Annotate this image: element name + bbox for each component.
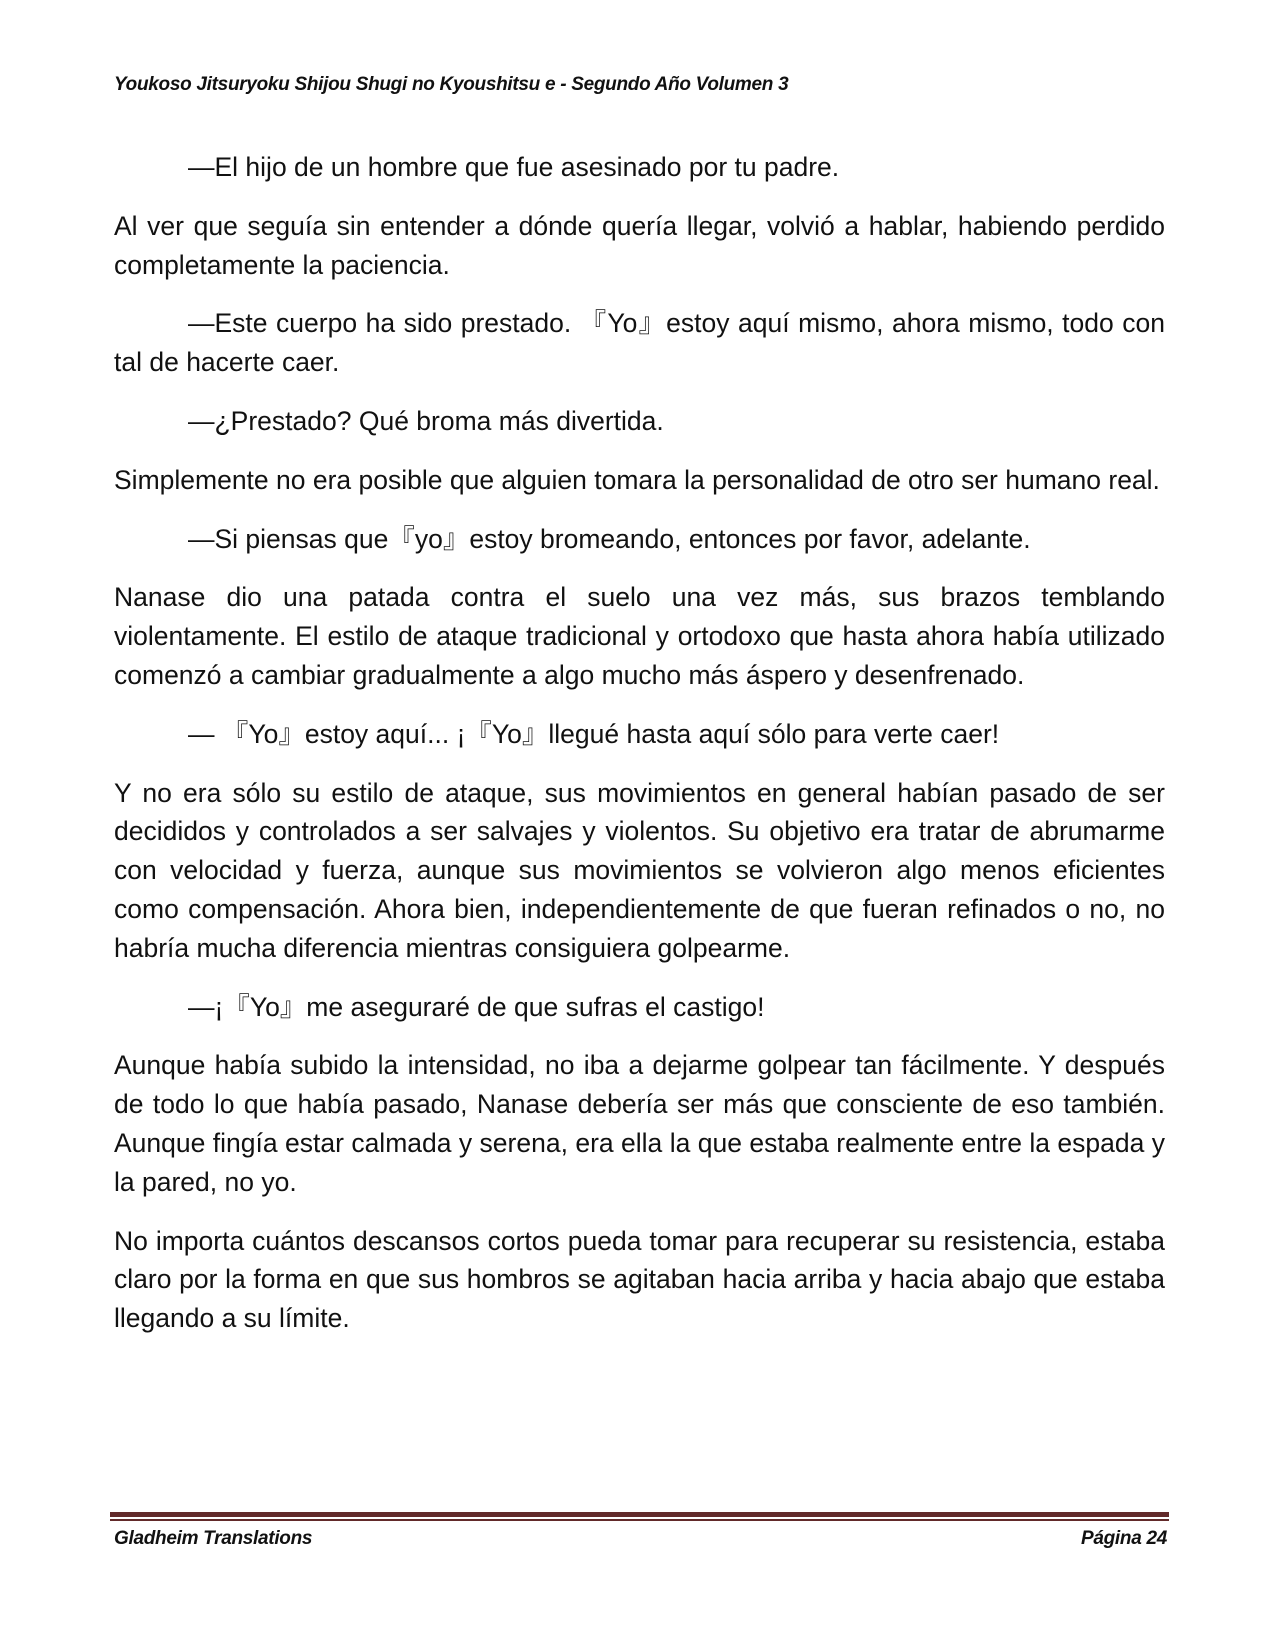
narration-paragraph: No importa cuántos descansos cortos pueda tomar para recuperar su resistencia, estaba claro por la forma en que sus hombros se agitaban hacia arriba y hacia abajo que estaba llegando a su límite. [114,1225,1165,1334]
footer-credit: Gladheim Translations [114,1528,313,1549]
page-number: Página 24 [1080,1528,1167,1549]
narration-paragraph: Simplemente no era posible que alguien tomara la personalidad de otro ser humano real. [114,464,1160,495]
dialogue-paragraph: —¿Prestado? Qué broma más divertida. [188,405,664,436]
dialogue-paragraph: —El hijo de un hombre que fue asesinado por tu padre. [188,152,840,182]
page-body [114,148,1165,1358]
narration-paragraph: Al ver que seguía sin entender a dónde quería llegar, volvió a hablar, habiendo perdido completamente la paciencia. [114,210,1165,280]
running-header: Youkoso Jitsuryoku Shijou Shugi no Kyoushitsu e - Segundo Año Volumen 3 [114,74,789,95]
dialogue-paragraph: —Si piensas que『yo』estoy bromeando, entonces por favor, adelante. [188,523,1031,554]
dialogue-paragraph: —¡『Yo』me aseguraré de que sufras el castigo! [188,991,765,1022]
footer-rule-thick [110,1512,1169,1517]
footer-rule-thin [110,1519,1169,1521]
narration-paragraph: Aunque había subido la intensidad, no iba a dejarme golpear tan fácilmente. Y después de todo lo que había pasado, Nanase debería ser más que consciente de eso también. Aunque fingía estar calmada y serena, era ella la que estaba realmente entre la espada y la pared, no yo. [114,1050,1165,1197]
narration-paragraph: Y no era sólo su estilo de ataque, sus movimientos en general habían pasado de ser decididos y controlados a ser salvajes y violentos. Su objetivo era tratar de abrumarme con velocidad y fuerza, aunque sus movimientos se volvieron algo menos eficientes como compensación. Ahora bien, independientemente de que fueran refinados o no, no habría mucha diferencia mientras consiguiera golpearme. [114,777,1165,963]
narration-paragraph: Nanase dio una patada contra el suelo una vez más, sus brazos temblando violentamente. El estilo de ataque tradicional y ortodoxo que hasta ahora había utilizado comenzó a cambiar gradualmente a algo mucho más áspero y desenfrenado. [114,582,1165,690]
dialogue-paragraph: —Este cuerpo ha sido prestado. 『Yo』estoy aquí mismo, ahora mismo, todo con tal de hacerte caer. [114,308,1165,378]
dialogue-paragraph: — 『Yo』estoy aquí... ¡『Yo』llegué hasta aquí sólo para verte caer! [188,718,1000,749]
